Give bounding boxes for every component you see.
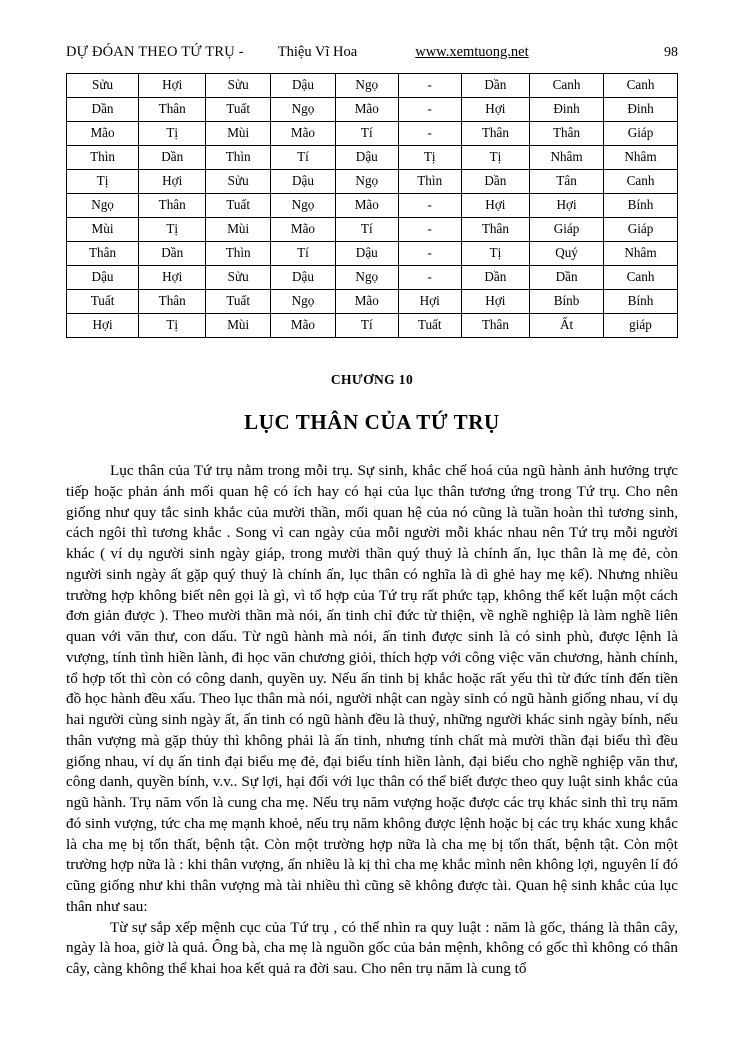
table-cell: Quý <box>530 242 604 266</box>
table-cell: Thìn <box>398 170 461 194</box>
table-row <box>67 194 678 218</box>
table-cell: Giáp <box>604 122 678 146</box>
table-cell: Canh <box>530 74 604 98</box>
table-cell: Thân <box>530 122 604 146</box>
table-cell: Ất <box>530 314 604 338</box>
table-cell: giáp <box>604 314 678 338</box>
table-row <box>67 218 678 242</box>
table-cell: Dậu <box>271 74 336 98</box>
table-cell: Mùi <box>206 218 271 242</box>
table-cell: Ngọ <box>335 266 398 290</box>
table-cell: Thìn <box>206 146 271 170</box>
table-cell: - <box>398 266 461 290</box>
table-cell: Dần <box>461 170 529 194</box>
table-cell: Thìn <box>67 146 139 170</box>
table-cell: Tí <box>335 122 398 146</box>
chapter-title: LỤC THÂN CỦA TỨ TRỤ <box>244 410 500 434</box>
table-cell: Tị <box>67 170 139 194</box>
table-cell: Dần <box>461 74 529 98</box>
table-cell: Hợi <box>139 266 206 290</box>
table-cell: Tí <box>335 218 398 242</box>
table-cell: Hợi <box>398 290 461 314</box>
table-cell: Dậu <box>67 266 139 290</box>
table-cell: Thìn <box>206 242 271 266</box>
table-cell: Nhâm <box>604 242 678 266</box>
table-cell: Thân <box>139 98 206 122</box>
table-cell: Mão <box>335 194 398 218</box>
page-number: 98 <box>664 45 678 60</box>
table-row <box>67 170 678 194</box>
table-cell: Canh <box>604 170 678 194</box>
table-cell: Canh <box>604 74 678 98</box>
table-cell: Đinh <box>530 98 604 122</box>
table-cell: Dần <box>530 266 604 290</box>
table-cell: Ngọ <box>67 194 139 218</box>
website-link[interactable]: www.xemtuong.net <box>415 44 529 60</box>
table-cell: Tí <box>335 314 398 338</box>
table-cell: Dần <box>139 242 206 266</box>
table-cell: Bính <box>604 290 678 314</box>
table-row <box>67 242 678 266</box>
table-cell: Bínb <box>530 290 604 314</box>
table-cell: - <box>398 122 461 146</box>
data-table <box>66 73 678 338</box>
table-cell: Giáp <box>604 218 678 242</box>
book-title: DỰ ĐÓAN THEO TỨ TRỤ - <box>66 44 244 60</box>
table-cell: - <box>398 74 461 98</box>
table-cell: Sửu <box>206 74 271 98</box>
table-cell: - <box>398 98 461 122</box>
table-row <box>67 266 678 290</box>
table-cell: - <box>398 218 461 242</box>
paragraph: Lục thân của Tứ trụ nằm trong mỗi trụ. Sự sinh, khắc chế hoá của ngũ hành ảnh hưởng trực tiếp hoặc phản ánh mối quan hệ có ích hay có hại của lục thân tương ứng trong Tứ trụ. Cho nên giống như quy tắc sinh khắc của mười thần, mối quan hệ của nó cũng là tuần hoàn thì tương sinh, cách ngôi thì tương khắc . Song vì can ngày của mỗi người mỗi khác nhau nên Tứ trụ mỗi người khác ( ví dụ người sinh ngày giáp, trong mười thần quý thuỷ là chính ấn, lục thân là mẹ đẻ, còn người sinh ngày ất gặp quý thuỷ là chính ấn, lục thân có nghĩa là dì ghẻ hay mẹ kế). Nhưng nhiều trường hợp không biết nên gọi là gì, vì tổ hợp của Tứ trụ rất phức tạp, không thể kết luận một cách đơn giản được ). Theo mười thần mà nói, ấn tinh chỉ đức từ thiện, về nghề nghiệp là làm nghề liên quan với văn thư, con dấu. Từ ngũ hành mà nói, ấn tinh được sinh là có sinh phù, được lệnh là vượng, tính tình hiền lành, đi học văn chương giỏi, thích hợp với công việc văn chương, hành chính, tổ hợp tốt thì còn có công danh, quyền uy. Nếu ấn tinh bị khắc hoặc rất yếu thì từ đức tính đến tiền đồ học hành đều xấu. Theo lục thân mà nói, người nhật can ngày sinh có ngũ hành giống nhau, ví dụ hai người cùng sinh ngày ất, ấn tinh có ngũ hành đều là thuỷ, những người khác sinh ngày bính, nếu thân vượng mà gặp thủy thì không phải là ấn tinh, nhưng tính chất mà mười thần đại biểu thì đều giống nhau, ví dụ ấn tinh đại biểu mẹ đẻ, đại biểu tính hiền lành, đại biểu cho nghề nghiệp văn thư, công danh, quyền bính, v.v.. Sự lợi, hại đối với lục thân có thể biết được theo quy luật sinh khắc của ngũ hành. Trụ năm vốn là cung cha mẹ. Nếu trụ năm vượng hoặc được các trụ khác sinh thì trụ năm đó sinh vượng, tức cha mẹ mạnh khoẻ, nếu trụ năm không được lệnh hoặc bị các trụ khác xung khắc là cha mẹ bị tổn thất, bệnh tật. Còn một trường hợp nữa là cha mẹ bị tổn thất, bệnh tật. Còn một trường hợp nữa là : khi thân vượng, ấn nhiều là kị thì cha mẹ khắc mình nên không lợi, nguyên lí đó cũng giống như khi thân vượng mà tài nhiều thì cũng sẽ không được tài. Quan hệ sinh khắc của lục thân như sau: <box>66 462 678 915</box>
chapter-label: CHƯƠNG 10 <box>330 372 414 387</box>
table-row <box>67 98 678 122</box>
table-cell: Mão <box>271 218 336 242</box>
table-cell: Bính <box>604 194 678 218</box>
table-cell: Mùi <box>206 122 271 146</box>
table-cell: Tị <box>461 242 529 266</box>
table-cell: - <box>398 242 461 266</box>
table-cell: Canh <box>604 266 678 290</box>
table-cell: Tuất <box>206 98 271 122</box>
table-cell: Tí <box>271 146 336 170</box>
table-cell: Tị <box>139 314 206 338</box>
table-cell: Mão <box>271 122 336 146</box>
table-cell: Hợi <box>461 98 529 122</box>
table-cell: Ngọ <box>271 290 336 314</box>
table-row <box>67 122 678 146</box>
table-cell: Giáp <box>530 218 604 242</box>
table-body <box>67 74 678 338</box>
table-cell: Thân <box>461 218 529 242</box>
table-cell: Tị <box>398 146 461 170</box>
table-cell: Hợi <box>139 74 206 98</box>
table-cell: Dậu <box>335 146 398 170</box>
table-cell: Thân <box>139 194 206 218</box>
table-cell: Tuất <box>67 290 139 314</box>
table-cell: Hợi <box>461 194 529 218</box>
table-cell: Dậu <box>271 266 336 290</box>
table-cell: Tị <box>461 146 529 170</box>
table-cell: Hợi <box>461 290 529 314</box>
table-cell: Tị <box>139 218 206 242</box>
table-cell: Dần <box>67 98 139 122</box>
table-row <box>67 146 678 170</box>
table-cell: Mão <box>271 314 336 338</box>
table-row <box>67 290 678 314</box>
table-cell: Tuất <box>206 290 271 314</box>
table-cell: Hợi <box>139 170 206 194</box>
table-cell: Tị <box>139 122 206 146</box>
table-cell: Mùi <box>206 314 271 338</box>
table-cell: Sửu <box>67 74 139 98</box>
table-cell: Mão <box>67 122 139 146</box>
table-cell: Ngọ <box>271 98 336 122</box>
paragraph: Từ sự sắp xếp mệnh cục của Tứ trụ , có thể nhìn ra quy luật : năm là gốc, tháng là thân cây, ngày là hoa, giờ là quả. Ông bà, cha mẹ là nguồn gốc của bản mệnh, không có gốc thì không có thân cây, càng không thể khai hoa kết quả ra đời sau. Cho nên trụ năm là cung tổ <box>66 918 678 977</box>
table-cell: Sửu <box>206 170 271 194</box>
table-cell: Mão <box>335 290 398 314</box>
page-header <box>66 44 678 61</box>
table-cell: Thân <box>139 290 206 314</box>
table-cell: - <box>398 194 461 218</box>
body-text <box>66 461 678 980</box>
table-cell: Dậu <box>271 170 336 194</box>
table-cell: Mùi <box>67 218 139 242</box>
table-cell: Ngọ <box>271 194 336 218</box>
table-cell: Tí <box>271 242 336 266</box>
table-cell: Ngọ <box>335 74 398 98</box>
table-cell: Nhâm <box>530 146 604 170</box>
table-cell: Hợi <box>530 194 604 218</box>
table-row <box>67 314 678 338</box>
table-cell: Tân <box>530 170 604 194</box>
table-cell: Thân <box>67 242 139 266</box>
table-cell: Dần <box>461 266 529 290</box>
table-cell: Hợi <box>67 314 139 338</box>
table-cell: Tuất <box>398 314 461 338</box>
table-cell: Thân <box>461 122 529 146</box>
table-cell: Nhâm <box>604 146 678 170</box>
table-cell: Ngọ <box>335 170 398 194</box>
table-cell: Đinh <box>604 98 678 122</box>
author-name: Thiệu Vĩ Hoa <box>277 44 358 60</box>
table-row <box>67 74 678 98</box>
table-cell: Dần <box>139 146 206 170</box>
table-cell: Tuất <box>206 194 271 218</box>
table-cell: Sửu <box>206 266 271 290</box>
table-cell: Dậu <box>335 242 398 266</box>
table-cell: Mão <box>335 98 398 122</box>
table-cell: Thân <box>461 314 529 338</box>
